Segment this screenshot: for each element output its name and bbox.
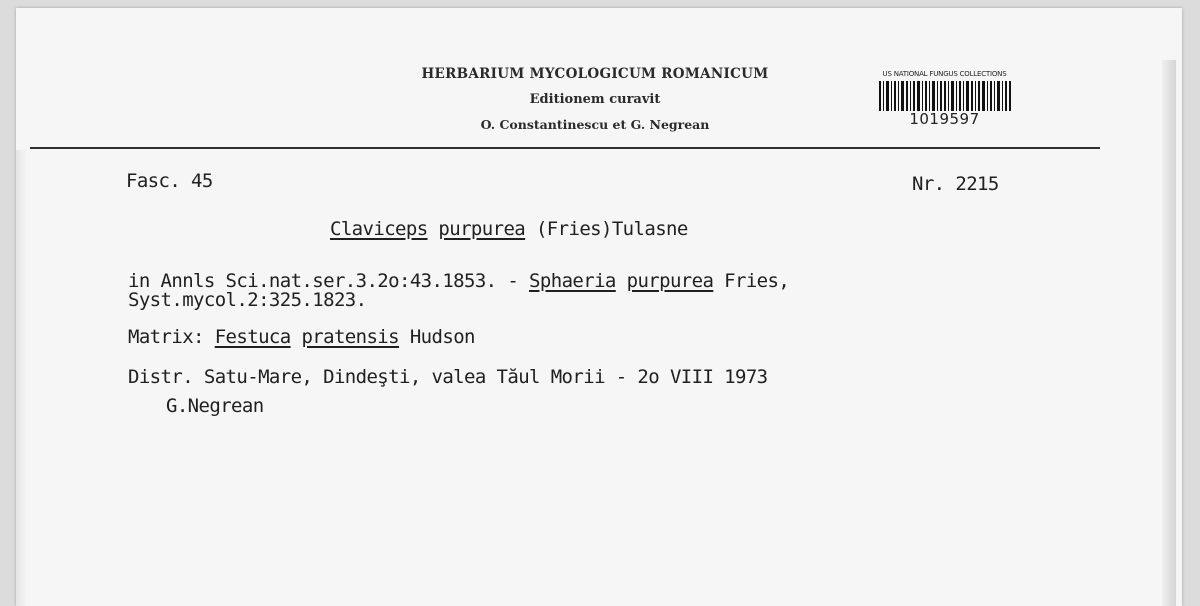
barcode-institution: US NATIONAL FUNGUS COLLECTIONS (882, 70, 1007, 78)
editor-caption: Editionem curavit (529, 92, 661, 107)
citation-reference: in Annls Sci.nat.ser.3.2o:43.1853. - (128, 270, 530, 292)
matrix-author: Hudson (399, 326, 475, 348)
taxon-species: purpurea (438, 218, 526, 240)
barcode-block (872, 70, 1017, 127)
barcode-number: 1019597 (909, 110, 980, 128)
matrix-prefix: Matrix: (128, 326, 215, 348)
matrix-genus: Festuca (214, 326, 291, 348)
matrix-species: pratensis (301, 326, 399, 348)
collector-name: G.Negrean (166, 395, 264, 417)
herbarium-title: HERBARIUM MYCOLOGICUM ROMANICUM (421, 66, 769, 82)
taxon-author: (Fries)Tulasne (535, 218, 688, 240)
header-divider (30, 147, 1100, 149)
barcode-icon (877, 81, 1013, 111)
synonym-genus: Sphaeria (529, 270, 616, 292)
editor-names: O. Constantinescu et G. Negrean (480, 117, 710, 132)
taxon-genus: Claviceps (330, 218, 428, 240)
matrix-line (128, 326, 475, 348)
synonym-species: purpurea (626, 270, 714, 292)
fascicle-number: Fasc. 45 (126, 170, 213, 192)
taxon-name (330, 218, 688, 240)
card-edge-left (16, 150, 26, 606)
citation-line-2: Syst.mycol.2:325.1823. (128, 289, 367, 311)
label-header (360, 62, 830, 137)
locality-line: Distr. Satu-Mare, Dindeşti, valea Tăul Morii - 2o VIII 1973 (128, 366, 768, 388)
synonym-author: Fries, (713, 270, 790, 292)
exsiccata-number: Nr. 2215 (912, 173, 999, 195)
card-edge-right (1162, 60, 1176, 606)
